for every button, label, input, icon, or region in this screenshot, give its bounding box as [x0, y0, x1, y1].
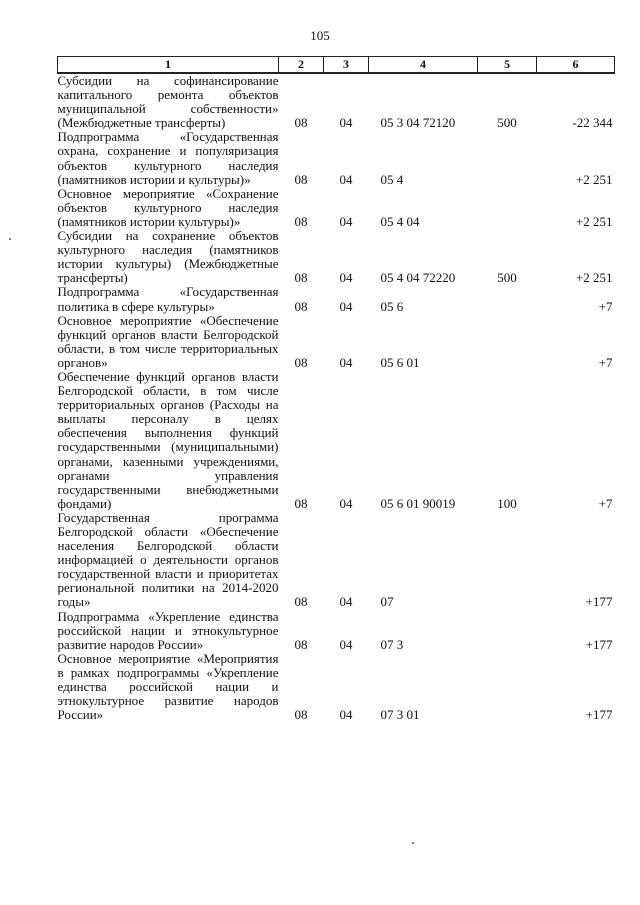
row-name: Государственная программа Белгородской области «Обеспечение населения Белгородской области информацией о деятельности органов государственной власти и приоритетах региональной политики на 2014-2020 годы» [57, 509, 279, 610]
row-subsection: 04 [339, 495, 353, 511]
table-row [58, 285, 615, 313]
row-amount: -22 344 [572, 115, 613, 131]
table-row [58, 314, 615, 370]
row-expense-type: 100 [497, 495, 517, 511]
row-target-code: 05 4 04 [380, 213, 420, 229]
row-name: Основное мероприятие «Мероприятия в рамках подпрограммы «Укрепление единства российской нации и этнокультурное развитие народов России» [57, 650, 279, 723]
col-header-5: 5 [478, 57, 537, 74]
row-section: 08 [294, 270, 308, 286]
row-target-code: 07 3 01 [380, 707, 420, 723]
table-row [58, 370, 615, 511]
row-section: 08 [294, 115, 308, 131]
row-target-code: 07 [380, 594, 394, 610]
row-amount: +7 [598, 354, 613, 370]
scan-speck [412, 842, 414, 844]
row-subsection: 04 [339, 213, 353, 229]
row-target-code: 05 4 04 72220 [380, 270, 456, 286]
row-amount: +2 251 [575, 213, 613, 229]
row-amount: +7 [598, 298, 613, 314]
row-section: 08 [294, 354, 308, 370]
row-expense-type [478, 130, 537, 186]
row-section: 08 [294, 171, 308, 187]
row-expense-type [478, 652, 537, 722]
row-section: 08 [294, 594, 308, 610]
row-amount: +2 251 [575, 171, 613, 187]
row-target-code: 05 3 04 72120 [380, 115, 456, 131]
row-expense-type [478, 610, 537, 652]
row-target-code: 05 4 [380, 171, 404, 187]
col-header-3: 3 [324, 57, 369, 74]
scan-speck [9, 238, 11, 240]
row-subsection: 04 [339, 171, 353, 187]
row-expense-type [478, 511, 537, 610]
row-name: Основное мероприятие «Обеспечение функций органов власти Белгородской области, в том числе территориальных органов» [57, 312, 279, 370]
row-subsection: 04 [339, 115, 353, 131]
row-target-code: 05 6 [380, 298, 404, 314]
row-expense-type [478, 285, 537, 313]
table-row [58, 511, 615, 610]
row-expense-type [478, 187, 537, 229]
row-subsection: 04 [339, 354, 353, 370]
table-row [58, 73, 615, 130]
row-target-code: 05 6 01 [380, 354, 420, 370]
row-name: Субсидии на софинансирование капитального ремонта объектов муниципальной собственности» (Межбюджетные трансферты) [57, 73, 279, 131]
table-row [58, 610, 615, 652]
table-row [58, 187, 615, 229]
table-row [58, 229, 615, 285]
row-name: Обеспечение функций органов власти Белгородской области, в том числе территориальных органов (Расходы на выплаты персоналу в целях обеспечения выполнения функций государственными (муниципальными) органами, казенными учреждениями, органами управления государственными внебюджетными фондами) [57, 368, 279, 511]
row-amount: +2 251 [575, 270, 613, 286]
table-row [58, 130, 615, 186]
row-name: Подпрограмма «Государственная политика в сфере культуры» [57, 284, 279, 314]
budget-table [57, 56, 615, 722]
row-section: 08 [294, 707, 308, 723]
row-subsection: 04 [339, 270, 353, 286]
row-amount: +177 [585, 636, 613, 652]
page-number: 105 [310, 28, 330, 43]
col-header-6: 6 [537, 57, 615, 74]
col-header-4: 4 [369, 57, 478, 74]
row-expense-type [478, 314, 537, 370]
row-section: 08 [294, 213, 308, 229]
row-target-code: 07 3 [380, 636, 404, 652]
col-header-1: 1 [58, 57, 279, 74]
row-subsection: 04 [339, 594, 353, 610]
row-section: 08 [294, 495, 308, 511]
row-target-code: 05 6 01 90019 [380, 495, 456, 511]
row-expense-type: 500 [497, 270, 517, 286]
row-subsection: 04 [339, 636, 353, 652]
row-expense-type: 500 [497, 115, 517, 131]
row-subsection: 04 [339, 707, 353, 723]
row-section: 08 [294, 298, 308, 314]
header-row [58, 57, 615, 74]
table-row [58, 652, 615, 722]
row-name: Субсидии на сохранение объектов культурного наследия (памятников истории культуры) (Межбюджетные трансферты) [57, 228, 279, 286]
row-subsection: 04 [339, 298, 353, 314]
col-header-2: 2 [279, 57, 324, 74]
row-name: Подпрограмма «Государственная охрана, сохранение и популяризация объектов культурного наследия (памятников истории и культуры)» [57, 129, 279, 187]
row-name: Основное мероприятие «Сохранение объектов культурного наследия (памятников истории культуры)» [57, 185, 279, 229]
row-amount: +177 [585, 707, 613, 723]
row-amount: +7 [598, 495, 613, 511]
row-name: Подпрограмма «Укрепление единства российской нации и этнокультурное развитие народов России» [57, 608, 279, 652]
row-section: 08 [294, 636, 308, 652]
row-amount: +177 [585, 594, 613, 610]
